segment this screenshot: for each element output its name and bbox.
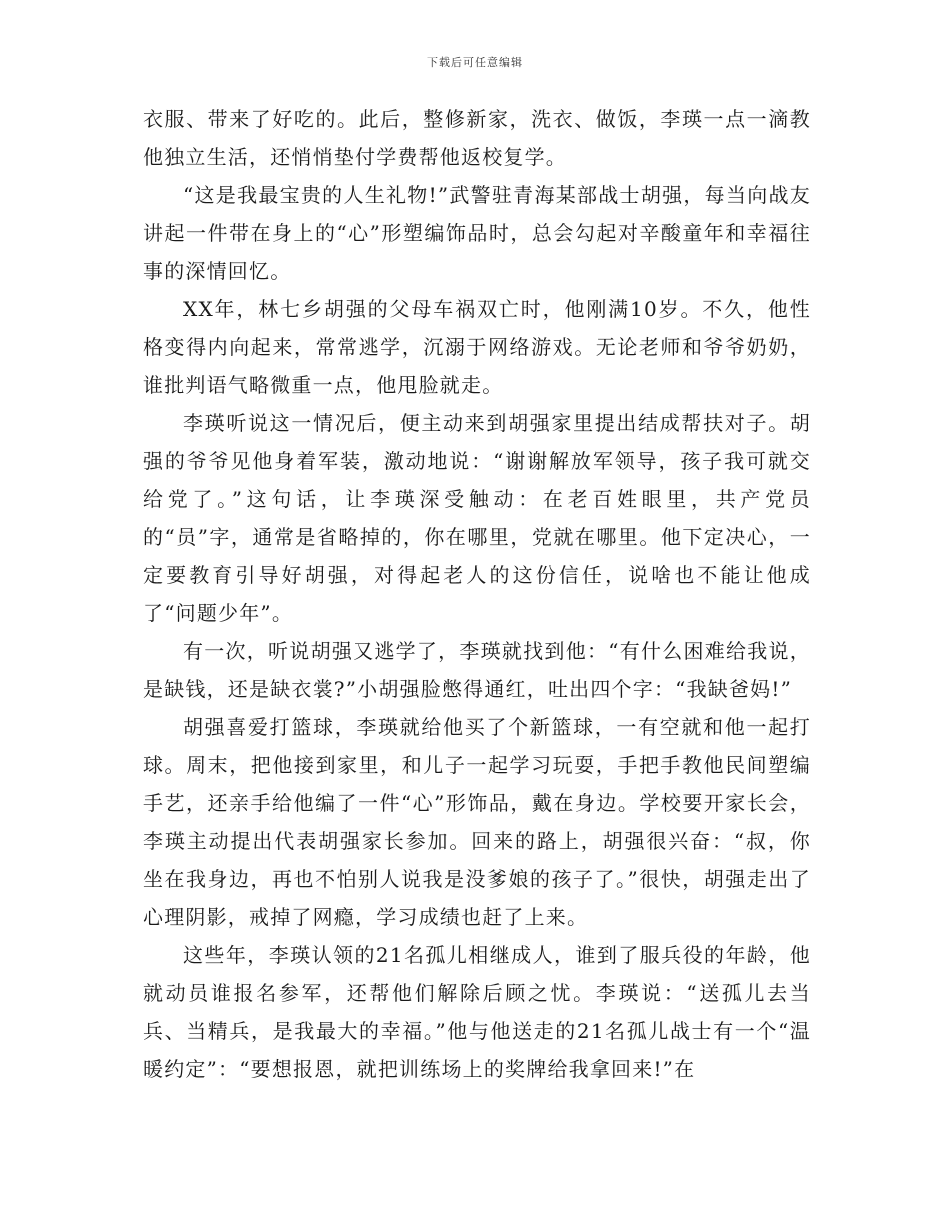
document-body bbox=[143, 100, 811, 1088]
paragraph: “这是我最宝贵的人生礼物!”武警驻青海某部战士胡强，每当向战友讲起一件带在身上的“心”形塑编饰品时，总会勾起对辛酸童年和幸福往事的深情回忆。 bbox=[143, 183, 811, 283]
paragraph: XX年，林七乡胡强的父母车祸双亡时，他刚满10岁。不久，他性格变得内向起来，常常逃学，沉溺于网络游戏。无论老师和爷爷奶奶，谁批判语气略微重一点，他甩脸就走。 bbox=[143, 297, 811, 397]
paragraph: 衣服、带来了好吃的。此后，整修新家，洗衣、做饭，李瑛一点一滴教他独立生活，还悄悄垫付学费帮他返校复学。 bbox=[143, 107, 811, 169]
paragraph: 胡强喜爱打篮球，李瑛就给他买了个新篮球，一有空就和他一起打球。周末，把他接到家里，和儿子一起学习玩耍，手把手教他民间塑编手艺，还亲手给他编了一件“心”形饰品，戴在身边。学校要开家长会，李瑛主动提出代表胡强家长参加。回来的路上，胡强很兴奋：“叔，你坐在我身边，再也不怕别人说我是没爹娘的孩子了。”很快，胡强走出了心理阴影，戒掉了网瘾，学习成绩也赶了上来。 bbox=[143, 715, 811, 929]
paragraph: 有一次，听说胡强又逃学了，李瑛就找到他：“有什么困难给我说，是缺钱，还是缺衣裳?”小胡强脸憋得通红，吐出四个字：“我缺爸妈!” bbox=[143, 639, 811, 701]
page-header-note: 下载后可任意编辑 bbox=[427, 56, 523, 69]
paragraph: 李瑛听说这一情况后，便主动来到胡强家里提出结成帮扶对子。胡强的爷爷见他身着军装，激动地说：“谢谢解放军领导，孩子我可就交给党了。”这句话，让李瑛深受触动：在老百姓眼里，共产党员的“员”字，通常是省略掉的，你在哪里，党就在哪里。他下定决心，一定要教育引导好胡强，对得起老人的这份信任，说啥也不能让他成了“问题少年”。 bbox=[143, 411, 811, 625]
paragraph: 这些年，李瑛认领的21名孤儿相继成人，谁到了服兵役的年龄，他就动员谁报名参军，还帮他们解除后顾之忧。李瑛说：“送孤儿去当兵、当精兵，是我最大的幸福。”他与他送走的21名孤儿战士有一个“温暖约定”：“要想报恩，就把训练场上的奖牌给我拿回来!”在 bbox=[143, 943, 811, 1081]
